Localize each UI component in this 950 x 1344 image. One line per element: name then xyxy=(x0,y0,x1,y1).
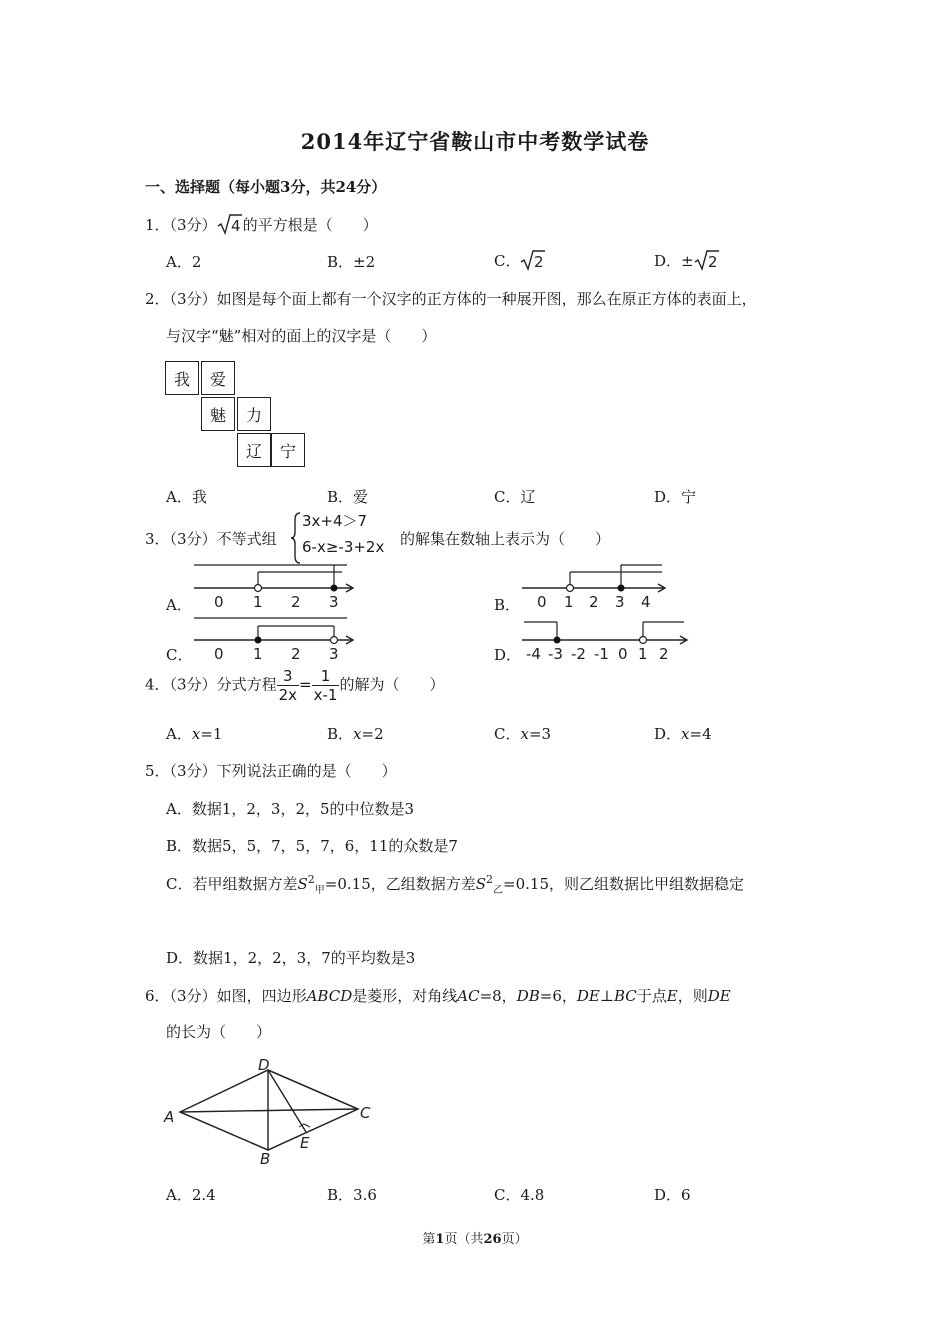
net-cell-mei: 魅 xyxy=(201,397,235,431)
question-1 xyxy=(145,213,378,239)
q6-option-a[interactable]: A．2.4 xyxy=(166,1186,216,1204)
axis-a-3: 3 xyxy=(329,593,339,611)
q5-option-c[interactable]: C．若甲组数据方差$S^2_甲=0.15$，乙组数据方差$S^2_乙=0.15$，则乙组数据比甲组数据稳定 xyxy=(166,873,744,896)
fraction-2-denominator: x-1 xyxy=(313,686,338,704)
q1-option-a[interactable]: A．2 xyxy=(166,253,202,271)
q4-option-d[interactable]: D．x=4 xyxy=(654,725,712,743)
q2-option-b[interactable]: B．爱 xyxy=(327,488,369,506)
axis-b-0: 0 xyxy=(537,593,547,611)
q3-option-b[interactable]: B． xyxy=(494,596,521,614)
fraction-2-numerator: 1 xyxy=(312,667,340,686)
fraction-1-numerator: 3 xyxy=(277,667,299,686)
axis-b-2: 2 xyxy=(589,593,599,611)
axis-c-1: 1 xyxy=(253,645,263,663)
page-title: 2014年辽宁省鞍山市中考数学试卷 xyxy=(300,129,650,154)
q3-stem: 的解集在数轴上表示为（ ） xyxy=(400,530,611,548)
sqrt-symbol xyxy=(217,213,243,239)
axis-d-0: 0 xyxy=(618,645,628,663)
page-footer: 第1页（共26页） xyxy=(422,1232,528,1247)
axis-a-0: 0 xyxy=(214,593,224,611)
fraction-1-denominator: 2x xyxy=(278,686,298,704)
q3-option-c[interactable]: C． xyxy=(166,646,193,664)
q2-option-a[interactable]: A．我 xyxy=(166,488,207,506)
sqrt-symbol xyxy=(694,249,720,275)
q4-option-c[interactable]: C．x=3 xyxy=(494,725,552,743)
q1-option-d[interactable] xyxy=(654,249,720,275)
point-d-label: D xyxy=(258,1056,270,1074)
sqrt-symbol xyxy=(520,249,546,275)
q5-stem: 5．（3分）下列说法正确的是（ ） xyxy=(145,762,397,780)
q2-option-c[interactable]: C．辽 xyxy=(494,488,536,506)
net-cell-liao: 辽 xyxy=(237,433,271,467)
q6-line-1: 6．（3分）如图，四边形ABCD是菱形，对角线AC=8，DB=6，DE⊥BC于点E，则DE xyxy=(145,987,731,1005)
brace-icon xyxy=(290,512,302,564)
point-b-label: B xyxy=(260,1150,271,1168)
q4-option-a[interactable]: A．x=1 xyxy=(166,725,223,743)
axis-d-neg1: -1 xyxy=(594,645,609,663)
number-line-a xyxy=(192,560,362,612)
q1-option-b[interactable]: B．±2 xyxy=(327,253,376,271)
q4-number: 4．（3分）分式方程 xyxy=(145,675,277,694)
q1-option-c-radicand: 2 xyxy=(534,253,545,271)
axis-a-1: 1 xyxy=(253,593,263,611)
axis-d-2: 2 xyxy=(659,645,669,663)
axis-c-2: 2 xyxy=(291,645,301,663)
axis-b-1: 1 xyxy=(564,593,574,611)
q5-option-d[interactable]: D．数据1，2，2，3，7的平均数是3 xyxy=(166,949,416,967)
axis-d-neg2: -2 xyxy=(571,645,586,663)
q4-option-b[interactable]: B．x=2 xyxy=(327,725,384,743)
q1-number: 1．（3分） xyxy=(145,216,217,234)
point-e-label: E xyxy=(300,1134,310,1152)
inequality-2: 6-x≥-3+2x xyxy=(302,538,385,556)
q1-option-c[interactable] xyxy=(494,249,546,275)
q2-option-d[interactable]: D．宁 xyxy=(654,488,697,506)
q1-stem: 的平方根是（ ） xyxy=(242,216,378,234)
q6-option-c[interactable]: C．4.8 xyxy=(494,1186,545,1204)
number-line-c xyxy=(192,612,362,664)
net-cell-ning: 宁 xyxy=(271,433,305,467)
axis-d-neg3: -3 xyxy=(548,645,563,663)
axis-c-0: 0 xyxy=(214,645,224,663)
axis-d-neg4: -4 xyxy=(526,645,541,663)
net-cell-li: 力 xyxy=(237,397,271,431)
q5-option-b[interactable]: B．数据5，5，7，5，7，6，11的众数是7 xyxy=(166,837,458,855)
q3-number: 3．（3分）不等式组 xyxy=(145,530,277,548)
q1-option-c-label: C． xyxy=(494,252,521,270)
axis-a-2: 2 xyxy=(291,593,301,611)
number-line-b xyxy=(520,560,670,612)
q6-option-b[interactable]: B．3.6 xyxy=(327,1186,377,1204)
q2-line-1: 2．（3分）如图是每个面上都有一个汉字的正方体的一种展开图，那么在原正方体的表面上， xyxy=(145,290,757,308)
fraction-2 xyxy=(312,667,340,704)
q5-option-a[interactable]: A．数据1，2，3，2，5的中位数是3 xyxy=(166,800,415,818)
axis-b-4: 4 xyxy=(641,593,651,611)
equals-sign: = xyxy=(299,675,312,694)
inequality-1: 3x+4＞7 xyxy=(302,512,368,530)
axis-b-3: 3 xyxy=(615,593,625,611)
axis-c-3: 3 xyxy=(329,645,339,663)
fraction-1 xyxy=(277,667,299,704)
net-cell-wo: 我 xyxy=(165,361,199,395)
q6-line-2: 的长为（ ） xyxy=(166,1023,272,1041)
q1-radicand: 4 xyxy=(230,217,241,235)
net-cell-ai: 爱 xyxy=(201,361,235,395)
q1-option-d-label: D．± xyxy=(654,252,694,270)
rhombus-figure xyxy=(160,1056,380,1168)
q1-option-d-radicand: 2 xyxy=(707,253,718,271)
q3-option-a[interactable]: A． xyxy=(166,596,192,614)
q3-option-d[interactable]: D． xyxy=(494,646,522,664)
section-heading: 一、选择题（每小题3分，共24分） xyxy=(145,178,387,196)
q6-option-d[interactable]: D．6 xyxy=(654,1186,691,1204)
axis-d-1: 1 xyxy=(638,645,648,663)
point-a-label: A xyxy=(164,1108,175,1126)
q2-line-2: 与汉字“魅”相对的面上的汉字是（ ） xyxy=(166,327,437,345)
question-4 xyxy=(145,667,444,704)
q4-stem: 的解为（ ） xyxy=(339,675,445,694)
point-c-label: C xyxy=(360,1104,371,1122)
number-line-d xyxy=(520,612,692,664)
